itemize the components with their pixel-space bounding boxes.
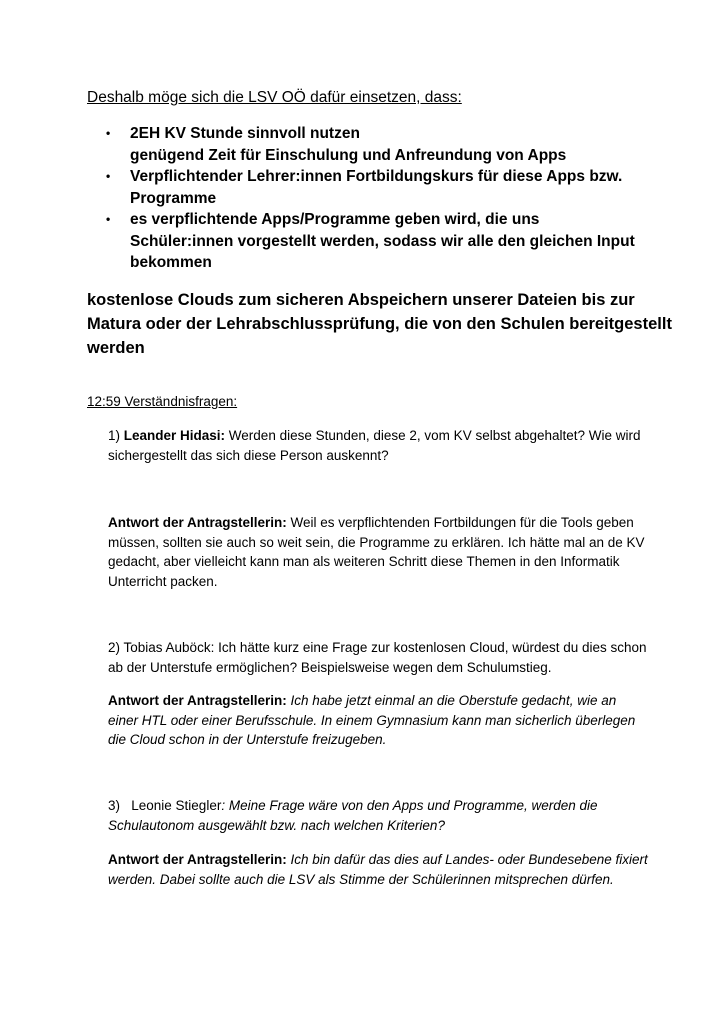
answer-line: gedacht, aber vielleicht kann man als weiteren Schritt diese Themen in den Informatik bbox=[108, 554, 620, 569]
answer-text: Ich bin dafür das dies auf Landes- oder Bundesebene fixiert bbox=[286, 852, 648, 867]
question-number: 3) Leonie Stiegler bbox=[108, 798, 222, 813]
answer-line bbox=[108, 850, 668, 870]
answer-line bbox=[108, 513, 668, 533]
demand-line: genügend Zeit für Einschulung und Anfreundung von Apps bbox=[130, 146, 567, 164]
answer-text: Ich habe jetzt einmal an die Oberstufe gedacht, wie an bbox=[286, 693, 617, 708]
demand-item bbox=[105, 123, 665, 166]
answer-line bbox=[108, 691, 668, 711]
demand-line: Schüler:innen vorgestellt werden, sodass wir alle den gleichen Input bbox=[130, 232, 635, 250]
question-number: 1) bbox=[108, 428, 124, 443]
demand-line: Verpflichtender Lehrer:innen Fortbildungskurs für diese Apps bzw. bbox=[130, 168, 623, 185]
answer-label: Antwort der Antragstellerin: bbox=[108, 515, 287, 530]
question-line bbox=[108, 796, 668, 816]
demand-list bbox=[105, 123, 665, 274]
answer-line: einer HTL oder einer Berufsschule. In einem Gymnasium kann man sicherlich überlegen bbox=[108, 712, 636, 728]
answer-line: müssen, sollten sie auch so weit sein, die Programme zu erklären. Ich hätte mal an de KV bbox=[108, 534, 645, 550]
answer-line: Unterricht packen. bbox=[108, 573, 218, 589]
demand-line: 2EH KV Stunde sinnvoll nutzen bbox=[130, 125, 360, 142]
closing-line: kostenlose Clouds zum sicheren Abspeichern unserer Dateien bis zur bbox=[87, 291, 635, 309]
questioner-name: Leander Hidasi: bbox=[123, 428, 226, 443]
question-text: : Meine Frage wäre von den Apps und Programme, werden die bbox=[221, 798, 598, 813]
answer-3 bbox=[108, 850, 668, 889]
answer-1 bbox=[108, 513, 668, 591]
question-line bbox=[108, 426, 668, 446]
answer-2 bbox=[108, 691, 668, 750]
bullet-icon: • bbox=[106, 126, 111, 140]
answer-line: werden. Dabei sollte auch die LSV als Stimme der Schülerinnen mitsprechen dürfen. bbox=[108, 871, 614, 887]
answer-text: Weil es verpflichtenden Fortbildungen für die Tools geben bbox=[286, 515, 634, 530]
closing-line: Matura oder der Lehrabschlussprüfung, die von den Schulen bereitgestellt bbox=[87, 315, 672, 333]
demand-line: es verpflichtende Apps/Programme geben wird, die uns bbox=[130, 211, 540, 228]
question-2 bbox=[108, 638, 668, 677]
demand-item bbox=[105, 166, 665, 209]
question-text: Werden diese Stunden, diese 2, vom KV selbst abgehaltet? Wie wird bbox=[225, 428, 641, 443]
question-line: sichergestellt das sich diese Person auskennt? bbox=[108, 447, 389, 463]
question-3 bbox=[108, 796, 668, 835]
closing-demand bbox=[87, 288, 672, 360]
bullet-icon: • bbox=[106, 212, 111, 226]
question-1 bbox=[108, 426, 668, 465]
demand-item bbox=[105, 209, 665, 274]
demand-line: bekommen bbox=[130, 254, 212, 271]
question-line: ab der Unterstufe ermöglichen? Beispielsweise wegen dem Schulumstieg. bbox=[108, 659, 552, 675]
bullet-icon: • bbox=[106, 169, 111, 183]
answer-label: Antwort der Antragstellerin: bbox=[108, 852, 287, 867]
question-line: Schulautonom ausgewählt bzw. nach welchen Kriterien? bbox=[108, 817, 445, 833]
closing-line: werden bbox=[87, 339, 145, 357]
answer-label: Antwort der Antragstellerin: bbox=[108, 693, 287, 708]
section-timestamp: 12:59 Verständnisfragen: bbox=[87, 394, 238, 409]
intro-heading: Deshalb möge sich die LSV OÖ dafür einsetzen, dass: bbox=[87, 89, 462, 106]
answer-line: die Cloud schon in der Unterstufe freizugeben. bbox=[108, 732, 387, 747]
question-line: 2) Tobias Auböck: Ich hätte kurz eine Frage zur kostenlosen Cloud, würdest du dies schon bbox=[108, 640, 647, 655]
demand-line: Programme bbox=[130, 189, 217, 207]
